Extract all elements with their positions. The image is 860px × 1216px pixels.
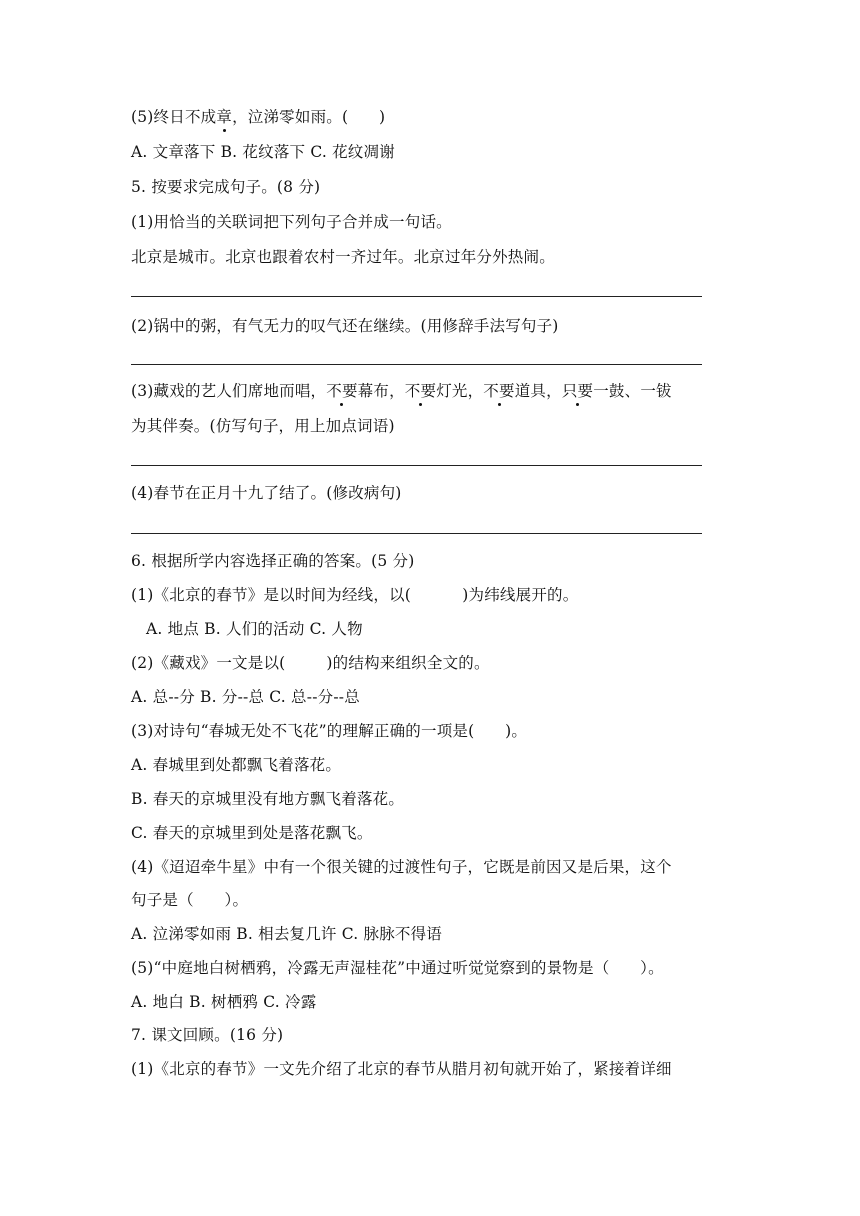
q5-heading: 5. 按要求完成句子。(8 分) bbox=[131, 178, 321, 196]
q5-item5-pre: (5)终日不成 bbox=[131, 108, 217, 126]
q6-2-options: A. 总--分 B. 分--总 C. 总--分--总 bbox=[131, 688, 360, 706]
q5-3-text: 一鼓、一钹 bbox=[593, 382, 672, 400]
q5-item5 bbox=[131, 107, 385, 127]
answer-line-2[interactable] bbox=[131, 364, 702, 365]
q5-3-text: 灯光， bbox=[436, 382, 484, 400]
q6-4-options: A. 泣涕零如雨 B. 相去复几许 C. 脉脉不得语 bbox=[131, 925, 443, 943]
q6-4-line1: (4)《迢迢牵牛星》中有一个很关键的过渡性句子，它既是前因又是后果，这个 bbox=[131, 858, 672, 876]
answer-line-1[interactable] bbox=[131, 296, 702, 297]
q6-3-option-a: A. 春城里到处都飘飞着落花。 bbox=[131, 756, 342, 774]
q5-1-text: 北京是城市。北京也跟着农村一齐过年。北京过年分外热闹。 bbox=[131, 248, 555, 266]
q5-item5-post: ，泣涕零如雨。( ) bbox=[232, 108, 386, 126]
q5-3-text: 道具， bbox=[514, 382, 562, 400]
q6-1-options: A. 地点 B. 人们的活动 C. 人物 bbox=[146, 620, 363, 638]
q5-2-prompt: (2)锅中的粥，有气无力的叹气还在继续。(用修辞手法写句子) bbox=[131, 317, 559, 335]
q6-1: (1)《北京的春节》是以时间为经线，以( )为纬线展开的。 bbox=[131, 586, 579, 604]
q5-1-prompt: (1)用恰当的关联词把下列句子合并成一句话。 bbox=[131, 213, 452, 231]
q5-item5-options: A. 文章落下 B. 花纹落下 C. 花纹凋谢 bbox=[131, 143, 395, 161]
dotted-word: 不要 bbox=[326, 382, 358, 400]
q6-3-option-b: B. 春天的京城里没有地方飘飞着落花。 bbox=[131, 790, 405, 808]
q7-heading: 7. 课文回顾。(16 分) bbox=[131, 1026, 284, 1044]
answer-line-4[interactable] bbox=[131, 533, 702, 534]
dotted-word: 不要 bbox=[483, 382, 515, 400]
q6-heading: 6. 根据所学内容选择正确的答案。(5 分) bbox=[131, 552, 415, 570]
dotted-word: 不要 bbox=[404, 382, 437, 400]
q5-3-line2: 为其伴奏。(仿写句子，用上加点词语) bbox=[131, 417, 395, 435]
dotted-word: 章 bbox=[216, 108, 233, 126]
q6-5-options: A. 地白 B. 树栖鸦 C. 冷露 bbox=[131, 993, 317, 1011]
q6-3-option-c: C. 春天的京城里到处是落花飘飞。 bbox=[131, 824, 373, 842]
q6-2: (2)《藏戏》一文是以( )的结构来组织全文的。 bbox=[131, 654, 490, 672]
q5-3-text: (3)藏戏的艺人们席地而唱， bbox=[131, 382, 327, 400]
q7-1-line1: (1)《北京的春节》一文先介绍了北京的春节从腊月初旬就开始了，紧接着详细 bbox=[131, 1060, 672, 1078]
q5-3-text: 幕布， bbox=[357, 382, 405, 400]
dotted-word: 只要 bbox=[561, 382, 594, 400]
q6-3: (3)对诗句“春城无处不飞花”的理解正确的一项是( )。 bbox=[131, 722, 528, 740]
q6-4-line2: 句子是（ ）。 bbox=[131, 891, 249, 909]
q5-4-prompt: (4)春节在正月十九了结了。(修改病句) bbox=[131, 484, 402, 502]
q5-3-line1 bbox=[131, 381, 672, 401]
q6-5: (5)“中庭地白树栖鸦，冷露无声湿桂花”中通过听觉觉察到的景物是（ ）。 bbox=[131, 959, 664, 977]
answer-line-3[interactable] bbox=[131, 465, 702, 466]
